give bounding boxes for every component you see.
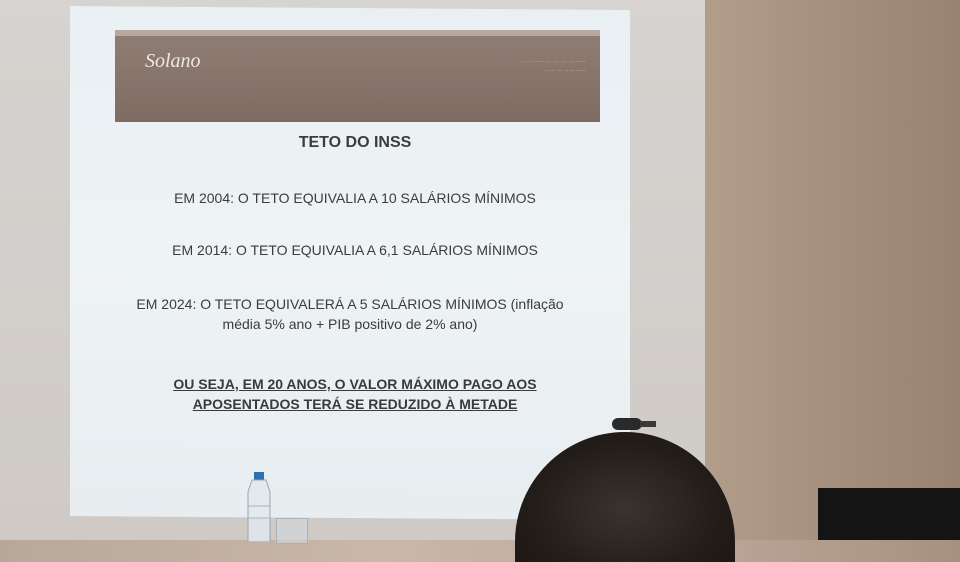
header-info-line-1: ·· ··· ····· ··· ··· ··· ··· ·····	[520, 59, 586, 65]
line-2024-part-2: média 5% ano + PIB positivo de 2% ano)	[222, 316, 478, 332]
line-2014: EM 2014: O TETO EQUIVALIA A 6,1 SALÁRIOS MÍNIMOS	[172, 242, 538, 258]
line-2024	[110, 294, 590, 334]
slide-header	[115, 30, 600, 122]
slide-title: TETO DO INSS	[298, 134, 412, 151]
water-bottle-icon	[240, 472, 278, 542]
slide-conclusion	[135, 374, 575, 414]
header-contact-info	[376, 58, 586, 76]
solano-logo: Solano	[145, 50, 201, 72]
glass-cup	[276, 518, 308, 544]
monitor	[818, 488, 960, 540]
header-info-line-2: ····· ··· ····· ·····	[545, 68, 586, 74]
line-2024-part-1: EM 2024: O TETO EQUIVALERÁ A 5 SALÁRIOS MÍNIMOS (inflação	[136, 296, 564, 312]
conclusion-line-2: APOSENTADOS TERÁ SE REDUZIDO À METADE	[192, 396, 518, 412]
line-2004: EM 2004: O TETO EQUIVALIA A 10 SALÁRIOS MÍNIMOS	[174, 190, 536, 206]
microphone-icon	[612, 414, 656, 434]
conclusion-line-1: OU SEJA, EM 20 ANOS, O VALOR MÁXIMO PAGO AOS	[173, 376, 537, 392]
wall	[705, 0, 960, 540]
